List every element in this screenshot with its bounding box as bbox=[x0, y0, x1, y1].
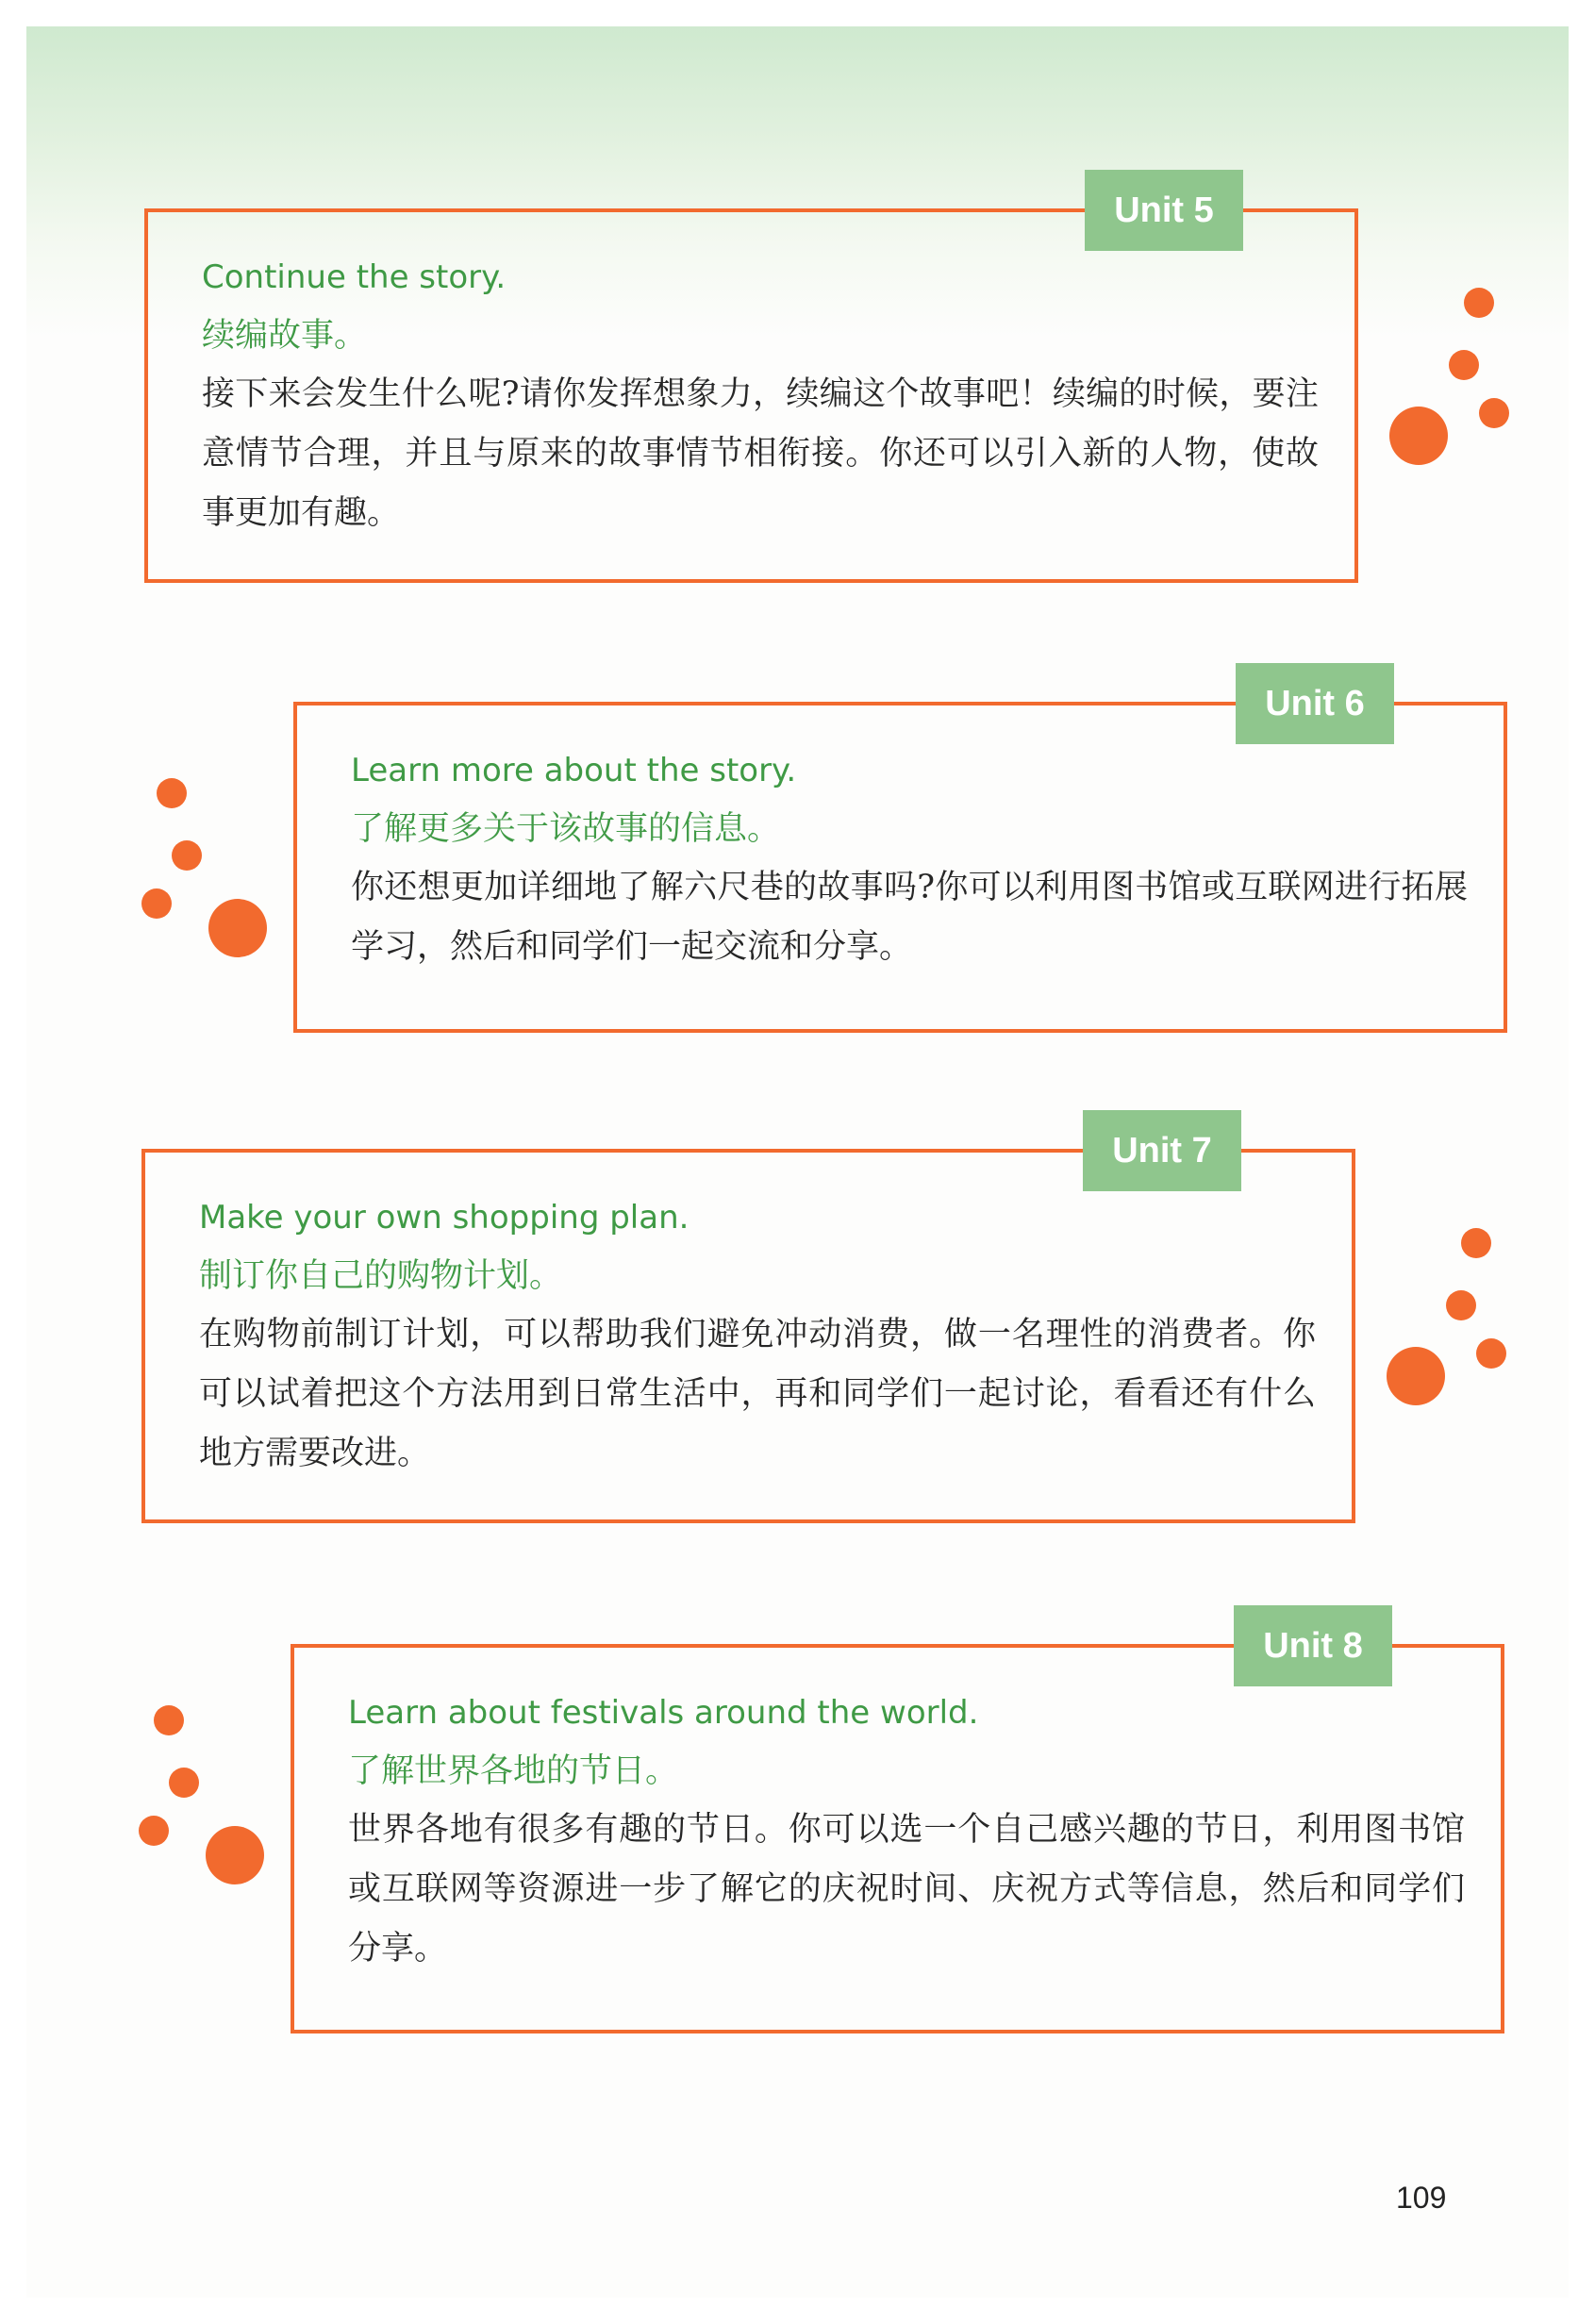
decorative-dot bbox=[1479, 398, 1509, 428]
unit-5-content bbox=[202, 248, 1319, 543]
decorative-dot bbox=[208, 899, 267, 957]
unit-7-content bbox=[199, 1188, 1316, 1484]
unit-6-title-en: Learn more about the story. bbox=[351, 752, 797, 789]
unit-6-body: 你还想更加详细地了解六尺巷的故事吗?你可以利用图书馆或互联网进行拓展学习，然后和同学们一起交流和分享。 bbox=[351, 869, 1468, 966]
unit-7-body: 在购物前制订计划，可以帮助我们避免冲动消费，做一名理性的消费者。你可以试着把这个方法用到日常生活中，再和同学们一起讨论，看看还有什么地方需要改进。 bbox=[199, 1316, 1316, 1472]
unit-7-title-en: Make your own shopping plan. bbox=[199, 1199, 690, 1237]
unit-6-content bbox=[351, 741, 1468, 977]
unit-7-tag: Unit 7 bbox=[1083, 1110, 1241, 1191]
decorative-dot bbox=[172, 840, 202, 871]
decorative-dot bbox=[1464, 288, 1494, 318]
unit-8-content bbox=[348, 1684, 1465, 1979]
unit-5-body: 接下来会发生什么呢?请你发挥想象力，续编这个故事吧！续编的时候，要注意情节合理，并且与原来的故事情节相衔接。你还可以引入新的人物，使故事更加有趣。 bbox=[202, 375, 1319, 532]
decorative-dot bbox=[141, 888, 172, 919]
decorative-dot bbox=[169, 1768, 199, 1798]
decorative-dot bbox=[139, 1816, 169, 1846]
decorative-dot bbox=[154, 1705, 184, 1735]
unit-7-title-cn: 制订你自己的购物计划。 bbox=[199, 1257, 563, 1295]
decorative-dot bbox=[1461, 1228, 1491, 1258]
unit-8-body: 世界各地有很多有趣的节日。你可以选一个自己感兴趣的节日，利用图书馆或互联网等资源进一步了解它的庆祝时间、庆祝方式等信息，然后和同学们分享。 bbox=[348, 1811, 1465, 1967]
decorative-dot bbox=[157, 778, 187, 808]
decorative-dot bbox=[1389, 407, 1448, 465]
unit-5-title-en: Continue the story. bbox=[202, 258, 507, 296]
unit-5-tag: Unit 5 bbox=[1085, 170, 1243, 251]
unit-6-tag: Unit 6 bbox=[1236, 663, 1394, 744]
unit-6-title-cn: 了解更多关于该故事的信息。 bbox=[351, 810, 781, 848]
decorative-dot bbox=[1449, 350, 1479, 380]
decorative-dot bbox=[206, 1826, 264, 1884]
page-number: 109 bbox=[1396, 2181, 1447, 2215]
textbook-page bbox=[26, 26, 1569, 2298]
unit-5-title-cn: 续编故事。 bbox=[202, 317, 368, 355]
decorative-dot bbox=[1476, 1338, 1506, 1369]
unit-8-title-en: Learn about festivals around the world. bbox=[348, 1694, 979, 1732]
decorative-dot bbox=[1387, 1347, 1445, 1405]
decorative-dot bbox=[1446, 1290, 1476, 1320]
unit-8-tag: Unit 8 bbox=[1234, 1605, 1392, 1686]
unit-8-title-cn: 了解世界各地的节日。 bbox=[348, 1752, 679, 1790]
